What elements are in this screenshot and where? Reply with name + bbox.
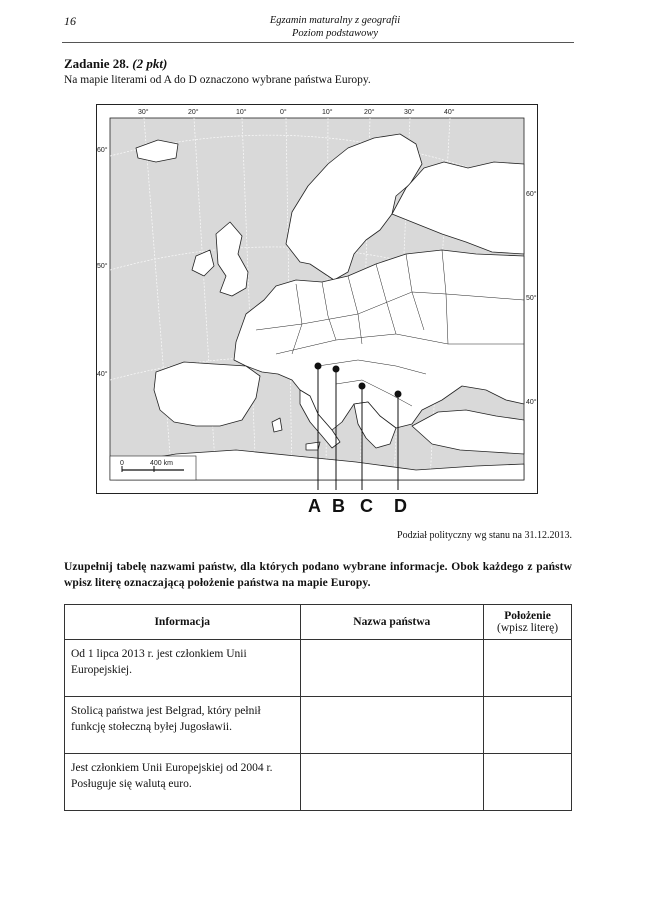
marker-letter-a: A [308,496,321,516]
map-source-note: Podział polityczny wg stanu na 31.12.2013. [397,530,572,541]
longitude-label: 10° [322,109,333,116]
country-answer-cell[interactable] [300,754,484,811]
latitude-label-right: 60° [526,191,537,198]
page-number: 16 [64,14,76,28]
longitude-label: 20° [188,109,199,116]
table-row [65,697,572,754]
header-position [484,605,572,640]
marker-letter-c: C [360,496,373,516]
task-instruction: Uzupełnij tabelę nazwami państw, dla których podano wybrane informacje. Obok każdego z państw wpisz literę oznaczającą położenie państwa na mapie Europy. [64,561,572,589]
table-row [65,754,572,811]
longitude-label: 10° [236,109,247,116]
scale-start-label: 0 [120,460,124,467]
europe-map [96,104,538,494]
longitude-label: 0° [280,109,287,116]
task-number: Zadanie 28. [64,56,130,71]
scale-end-label: 400 km [150,460,173,467]
country-answer-cell[interactable] [300,640,484,697]
longitude-label: 40° [444,109,455,116]
longitude-label: 20° [364,109,375,116]
longitude-label: 30° [138,109,149,116]
header-rule [62,42,574,43]
table-header-row [65,605,572,640]
header-position-label: Położenie [504,610,551,622]
header-country: Nazwa państwa [300,605,484,640]
table-row [65,640,572,697]
info-cell: Stolicą państwa jest Belgrad, który pełnił funkcję stołeczną byłej Jugosławii. [65,697,301,754]
marker-letter-b: B [332,496,345,516]
position-answer-cell[interactable] [484,640,572,697]
task-intro: Na mapie literami od A do D oznaczono wybrane państwa Europy. [64,74,371,86]
latitude-label-left: 50° [97,263,108,270]
longitude-label: 30° [404,109,415,116]
answer-table [64,604,572,811]
latitude-label-left: 40° [97,371,108,378]
info-cell: Od 1 lipca 2013 r. jest członkiem Unii Europejskiej. [65,640,301,697]
country-answer-cell[interactable] [300,697,484,754]
task-points: (2 pkt) [132,56,168,71]
exam-title: Egzamin maturalny z geografii [269,15,401,26]
exam-level: Poziom podstawowy [291,28,379,39]
map-marker-letters [300,496,420,520]
task-title [64,56,167,72]
header-info: Informacja [65,605,301,640]
latitude-label-left: 60° [97,147,108,154]
position-answer-cell[interactable] [484,754,572,811]
info-cell: Jest członkiem Unii Europejskiej od 2004 r. Posługuje się walutą euro. [65,754,301,811]
marker-letter-d: D [394,496,407,516]
latitude-label-right: 40° [526,399,537,406]
header-position-hint: (wpisz literę) [497,622,559,634]
page-header [200,14,470,40]
latitude-label-right: 50° [526,295,537,302]
position-answer-cell[interactable] [484,697,572,754]
